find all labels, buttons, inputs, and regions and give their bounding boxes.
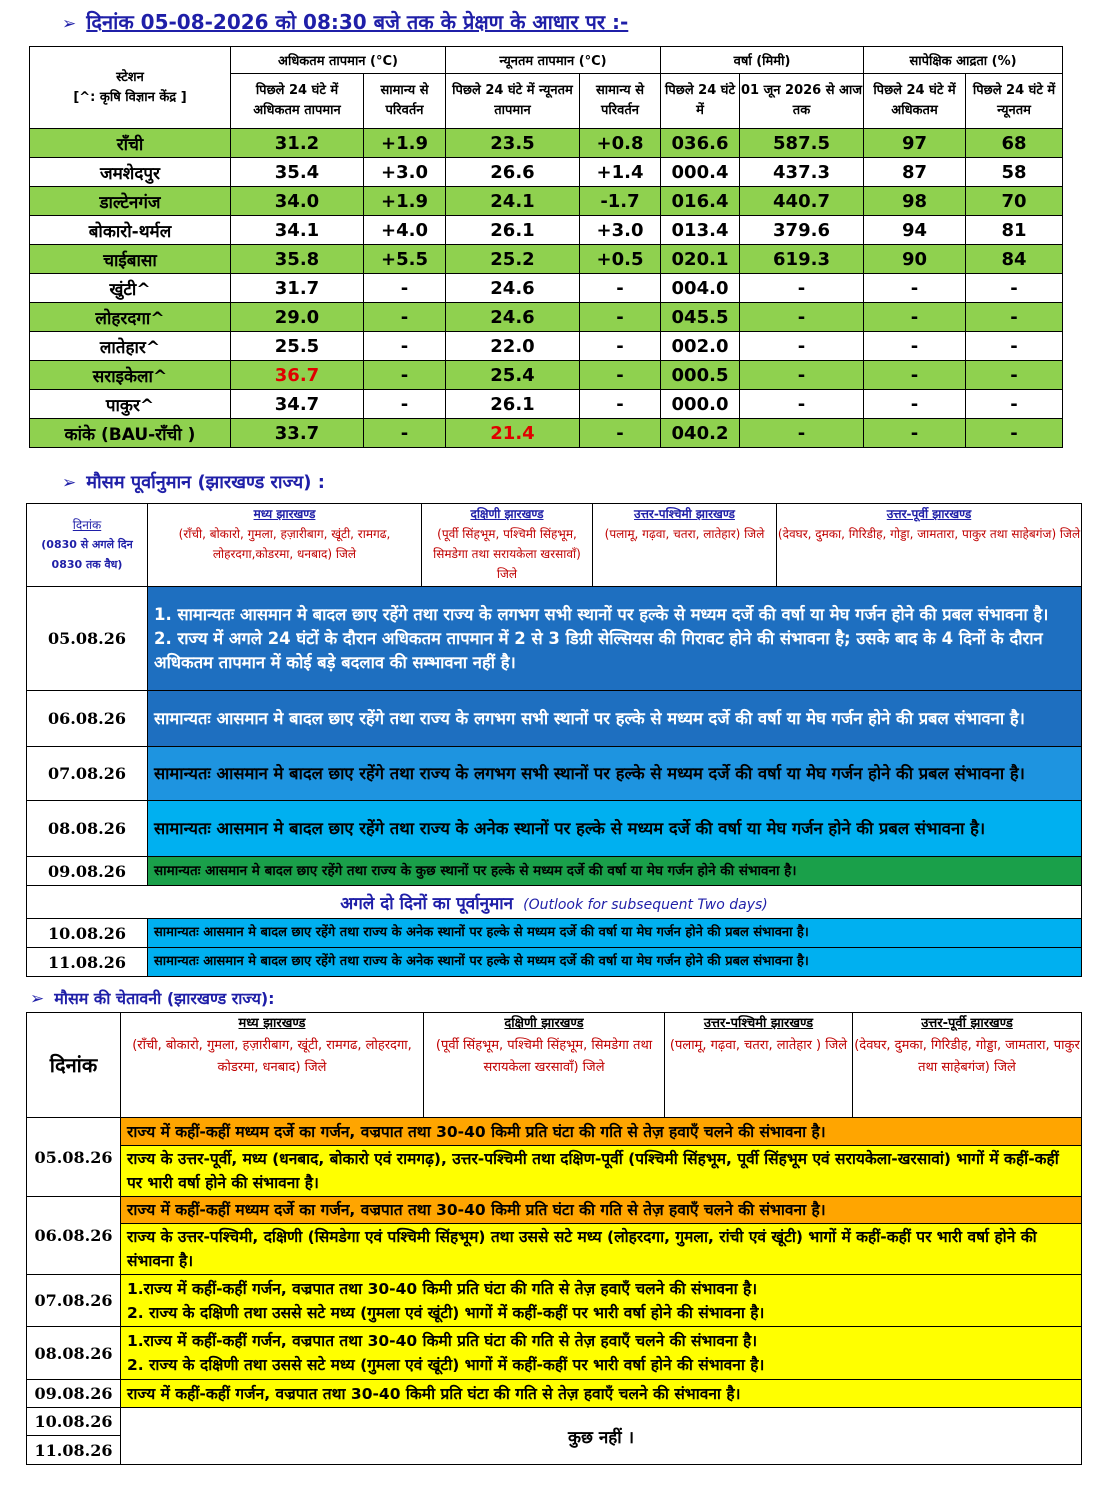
data-cell-rain24: 013.4 [661,216,740,245]
station-name: पाकुर^ [30,390,231,419]
warning-date: 10.08.26 [27,1408,121,1436]
col-header: पिछले 24 घंटे में न्यूनतम [966,74,1063,129]
data-cell-max-dev: +1.9 [364,187,446,216]
arrow-icon: ➢ [30,989,45,1009]
station-row [30,158,1063,187]
data-cell-max-dev: - [364,332,446,361]
data-cell-rain-season: - [740,361,864,390]
data-cell-rain-season: - [740,390,864,419]
data-cell-rain24: 040.2 [661,419,740,448]
data-cell-rh-max: - [864,361,966,390]
warning-text: राज्य के उत्तर-पूर्वी, मध्य (धनबाद, बोकारो एवं रामगढ़), उत्तर-पश्चिमी तथा दक्षिण-पूर्वी (पश्चिमी सिंहभूम, पूर्वी सिंहभूम एवं सरायकेला-खरसावां) भागों में कहीं-कहीं पर भारी वर्षा होने की संभावना है। [121,1146,1082,1197]
warning-row [27,1275,1082,1327]
warning-text: राज्य में कहीं-कहीं गर्जन, वज्रपात तथा 30-40 किमी प्रति घंटा की गति से तेज़ हवाएँ चलने की संभावना है। [121,1380,1082,1408]
warning-date: 05.08.26 [27,1118,121,1197]
data-cell-min-dev: - [580,419,661,448]
data-cell-max: 31.2 [231,129,364,158]
data-cell-rh-min: 70 [966,187,1063,216]
data-cell-min-dev: - [580,361,661,390]
region-central: मध्य झारखण्ड (राँची, बोकारो, गुमला, हज़ारीबाग, खूंटी, रामगढ, लोहरदगा,कोडरमा, धनबाद) जिले [148,504,422,587]
col-header: पिछले 24 घंटे में [661,74,740,129]
station-name: चाईबासा [30,245,231,274]
station-row [30,332,1063,361]
data-cell-max: 25.5 [231,332,364,361]
station-name: राँची [30,129,231,158]
data-cell-min: 26.1 [446,390,580,419]
data-cell-min: 22.0 [446,332,580,361]
station-row [30,245,1063,274]
forecast-table [26,503,1082,977]
data-cell-rh-min: 58 [966,158,1063,187]
station-row [30,303,1063,332]
data-cell-rain-season: - [740,419,864,448]
station-name: लोहरदगा^ [30,303,231,332]
data-cell-rh-max: 98 [864,187,966,216]
station-row [30,216,1063,245]
region-northwest: उत्तर-पश्चिमी झारखण्ड (पलामू, गढ़वा, चतरा, लातेहार ) जिले [665,1013,853,1118]
data-cell-rain-season: 379.6 [740,216,864,245]
data-cell-min: 25.2 [446,245,580,274]
outlook-title-row [27,886,1082,919]
station-row [30,274,1063,303]
col-header: सामान्य से परिवर्तन [580,74,661,129]
data-cell-max: 29.0 [231,303,364,332]
data-cell-min-dev: - [580,274,661,303]
data-cell-min: 24.6 [446,303,580,332]
station-row [30,390,1063,419]
station-header: स्टेशन [^: कृषि विज्ञान केंद्र ] [30,47,231,129]
forecast-date: 09.08.26 [27,857,148,886]
data-cell-rh-max: - [864,390,966,419]
data-cell-max: 34.1 [231,216,364,245]
col-header: पिछले 24 घंटे में अधिकतम तापमान [231,74,364,129]
data-cell-min-dev: - [580,303,661,332]
data-cell-rain24: 000.4 [661,158,740,187]
region-northeast: उत्तर-पूर्वी झारखण्ड (देवघर, दुमका, गिरिडीह, गोड्डा, जामतारा, पाकुर तथा साहेबगंज) जिले [853,1013,1082,1118]
col-header: पिछले 24 घंटे में न्यूनतम तापमान [446,74,580,129]
warning-row [27,1118,1082,1146]
data-cell-rh-min: - [966,419,1063,448]
forecast-date-header: दिनांक (0830 से अगले दिन 0830 तक वैध) [27,504,148,587]
data-cell-min-dev: +3.0 [580,216,661,245]
rainfall-group-header: वर्षा (मिमी) [661,47,864,74]
data-cell-max: 31.7 [231,274,364,303]
data-cell-max-dev: +4.0 [364,216,446,245]
data-cell-rh-min: 68 [966,129,1063,158]
data-cell-min: 26.6 [446,158,580,187]
forecast-date: 07.08.26 [27,747,148,801]
observation-table [29,46,1063,448]
observation-heading: ➢ दिनांक 05-08-2026 को 08:30 बजे तक के प्रेक्षण के आधार पर :- [62,10,629,34]
data-cell-min: 21.4 [446,419,580,448]
warning-row [27,1224,1082,1275]
forecast-date: 10.08.26 [27,919,148,948]
data-cell-rh-max: - [864,303,966,332]
data-cell-max-dev: +5.5 [364,245,446,274]
warning-date: 09.08.26 [27,1380,121,1408]
data-cell-max-dev: - [364,361,446,390]
warning-row [27,1197,1082,1224]
data-cell-rh-min: 84 [966,245,1063,274]
data-cell-rh-max: 97 [864,129,966,158]
station-name: कांके (BAU-राँची ) [30,419,231,448]
data-cell-rain24: 000.0 [661,390,740,419]
max-temp-group-header: अधिकतम तापमान (°C) [231,47,446,74]
data-cell-rain24: 000.5 [661,361,740,390]
data-cell-max: 33.7 [231,419,364,448]
forecast-row [27,747,1082,801]
data-cell-rh-min: 81 [966,216,1063,245]
warning-text: राज्य में कहीं-कहीं मध्यम दर्जे का गर्जन, वज्रपात तथा 30-40 किमी प्रति घंटा की गति से तेज़ हवाएँ चलने की संभावना है। [121,1197,1082,1224]
data-cell-rain-season: 587.5 [740,129,864,158]
warning-text: 1.राज्य में कहीं-कहीं गर्जन, वज्रपात तथा 30-40 किमी प्रति घंटा की गति से तेज़ हवाएँ चलने की संभावना है। 2. राज्य के दक्षिणी तथा उससे सटे मध्य (गुमला एवं खूंटी) भागों में कहीं-कहीं पर भारी वर्षा होने की संभावना है। [121,1275,1082,1327]
warning-table [26,1012,1082,1465]
data-cell-rh-min: - [966,274,1063,303]
data-cell-max: 34.0 [231,187,364,216]
humidity-group-header: सापेक्षिक आद्रता (%) [864,47,1063,74]
forecast-text: सामान्यतः आसमान मे बादल छाए रहेंगे तथा राज्य के लगभग सभी स्थानों पर हल्के से मध्यम दर्जे की वर्षा या मेघ गर्जन होने की प्रबल संभावना है। [148,691,1082,747]
warning-heading: ➢ मौसम की चेतावनी (झारखण्ड राज्य): [30,989,275,1009]
data-cell-max: 35.8 [231,245,364,274]
forecast-text: सामान्यतः आसमान मे बादल छाए रहेंगे तथा राज्य के अनेक स्थानों पर हल्के से मध्यम दर्जे की वर्षा या मेघ गर्जन होने की प्रबल संभावना है। [148,948,1082,977]
forecast-row [27,857,1082,886]
station-name: जमशेदपुर [30,158,231,187]
forecast-text: सामान्यतः आसमान मे बादल छाए रहेंगे तथा राज्य के अनेक स्थानों पर हल्के से मध्यम दर्जे की वर्षा या मेघ गर्जन होने की प्रबल संभावना है। [148,919,1082,948]
data-cell-min-dev: +0.8 [580,129,661,158]
region-northwest: उत्तर-पश्चिमी झारखण्ड (पलामू, गढ़वा, चतरा, लातेहार) जिले [593,504,777,587]
warning-date: 08.08.26 [27,1327,121,1380]
data-cell-rh-max: - [864,332,966,361]
data-cell-max-dev: +1.9 [364,129,446,158]
forecast-text: सामान्यतः आसमान मे बादल छाए रहेंगे तथा राज्य के अनेक स्थानों पर हल्के से मध्यम दर्जे की वर्षा या मेघ गर्जन होने की प्रबल संभावना है। [148,801,1082,857]
data-cell-rain-season: - [740,303,864,332]
data-cell-min: 23.5 [446,129,580,158]
data-cell-max: 34.7 [231,390,364,419]
forecast-row [27,587,1082,691]
warning-date: 07.08.26 [27,1275,121,1327]
data-cell-rain-season: 437.3 [740,158,864,187]
region-south: दक्षिणी झारखण्ड (पूर्वी सिंहभूम, पश्चिमी सिंहभूम, सिमडेगा तथा सरायकेला खरसावाँ) जिले [422,504,593,587]
station-row [30,129,1063,158]
data-cell-min: 24.1 [446,187,580,216]
station-name: बोकारो-थर्मल [30,216,231,245]
data-cell-max: 35.4 [231,158,364,187]
forecast-row [27,919,1082,948]
station-name: लातेहार^ [30,332,231,361]
data-cell-rain24: 004.0 [661,274,740,303]
data-cell-rain-season: - [740,274,864,303]
col-header: 01 जून 2026 से आज तक [740,74,864,129]
warning-row [27,1327,1082,1380]
data-cell-rain24: 036.6 [661,129,740,158]
forecast-row [27,801,1082,857]
data-cell-rh-min: - [966,332,1063,361]
warning-row [27,1146,1082,1197]
data-cell-min: 25.4 [446,361,580,390]
warning-text: 1.राज्य में कहीं-कहीं गर्जन, वज्रपात तथा 30-40 किमी प्रति घंटा की गति से तेज़ हवाएँ चलने की संभावना है। 2. राज्य के दक्षिणी तथा उससे सटे मध्य (गुमला एवं खूंटी) भागों में कहीं-कहीं पर भारी वर्षा होने की संभावना है। [121,1327,1082,1380]
data-cell-rain-season: 619.3 [740,245,864,274]
data-cell-rain-season: - [740,332,864,361]
data-cell-min-dev: - [580,390,661,419]
warning-text: राज्य के उत्तर-पश्चिमी, दक्षिणी (सिमडेगा एवं पश्चिमी सिंहभूम) तथा उससे सटे मध्य (लोहरदगा, गुमला, रांची एवं खूंटी) भागों में कहीं-कहीं पर भारी वर्षा होने की संभावना है। [121,1224,1082,1275]
outlook-title: अगले दो दिनों का पूर्वानुमान (Outlook for subsequent Two days) [27,886,1082,919]
warning-date: 06.08.26 [27,1197,121,1275]
data-cell-rain24: 045.5 [661,303,740,332]
region-northeast: उत्तर-पूर्वी झारखण्ड (देवघर, दुमका, गिरिडीह, गोड्डा, जामतारा, पाकुर तथा साहेबगंज) जिले [777,504,1082,587]
data-cell-rh-max: - [864,419,966,448]
data-cell-rain24: 020.1 [661,245,740,274]
forecast-heading: ➢ मौसम पूर्वानुमान (झारखण्ड राज्य) : [62,472,325,493]
forecast-row [27,691,1082,747]
min-temp-group-header: न्यूनतम तापमान (°C) [446,47,661,74]
forecast-text: 1. सामान्यतः आसमान मे बादल छाए रहेंगे तथा राज्य के लगभग सभी स्थानों पर हल्के से मध्यम दर्जे की वर्षा या मेघ गर्जन होने की प्रबल संभावना है। 2. राज्य में अगले 24 घंटों के दौरान अधिकतम तापमान में 2 से 3 डिग्री सेल्सियस की गिरावट होने की संभावना है; उसके बाद के 4 दिनों के दौरान अधिकतम तापमान में कोई बड़े बदलाव की सम्भावना नहीं है। [148,587,1082,691]
forecast-text: सामान्यतः आसमान मे बादल छाए रहेंगे तथा राज्य के कुछ स्थानों पर हल्के से मध्यम दर्जे की वर्षा या मेघ गर्जन होने की संभावना है। [148,857,1082,886]
forecast-date: 11.08.26 [27,948,148,977]
data-cell-max-dev: - [364,274,446,303]
col-header: पिछले 24 घंटे में अधिकतम [864,74,966,129]
data-cell-rh-max: - [864,274,966,303]
warning-date-header: दिनांक [27,1013,121,1118]
region-central: मध्य झारखण्ड (राँची, बोकारो, गुमला, हज़ारीबाग, खूंटी, रामगढ, लोहरदगा, कोडरमा, धनबाद) जिले [121,1013,424,1118]
data-cell-min-dev: +1.4 [580,158,661,187]
forecast-text: सामान्यतः आसमान मे बादल छाए रहेंगे तथा राज्य के लगभग सभी स्थानों पर हल्के से मध्यम दर्जे की वर्षा या मेघ गर्जन होने की प्रबल संभावना है। [148,747,1082,801]
arrow-icon: ➢ [62,14,77,34]
data-cell-rain24: 002.0 [661,332,740,361]
data-cell-min-dev: +0.5 [580,245,661,274]
forecast-date: 08.08.26 [27,801,148,857]
forecast-date: 05.08.26 [27,587,148,691]
station-name: सराइकेला^ [30,361,231,390]
station-row [30,187,1063,216]
station-row [30,419,1063,448]
warning-text: राज्य में कहीं-कहीं मध्यम दर्जे का गर्जन, वज्रपात तथा 30-40 किमी प्रति घंटा की गति से तेज़ हवाएँ चलने की संभावना है। [121,1118,1082,1146]
data-cell-min: 24.6 [446,274,580,303]
station-name: डाल्टेनगंज [30,187,231,216]
data-cell-max-dev: - [364,390,446,419]
data-cell-rh-max: 87 [864,158,966,187]
arrow-icon: ➢ [62,473,77,493]
warning-row [27,1380,1082,1408]
data-cell-min: 26.1 [446,216,580,245]
data-cell-rh-min: - [966,390,1063,419]
data-cell-min-dev: - [580,332,661,361]
warning-date: 11.08.26 [27,1436,121,1465]
station-name: खुंटी^ [30,274,231,303]
data-cell-rain24: 016.4 [661,187,740,216]
data-cell-max-dev: +3.0 [364,158,446,187]
no-warning-text: कुछ नहीं । [121,1408,1082,1465]
data-cell-rh-max: 94 [864,216,966,245]
data-cell-rh-max: 90 [864,245,966,274]
data-cell-max-dev: - [364,303,446,332]
data-cell-rh-min: - [966,303,1063,332]
warning-row [27,1408,1082,1436]
data-cell-max-dev: - [364,419,446,448]
col-header: सामान्य से परिवर्तन [364,74,446,129]
forecast-row [27,948,1082,977]
region-south: दक्षिणी झारखण्ड (पूर्वी सिंहभूम, पश्चिमी सिंहभूम, सिमडेगा तथा सरायकेला खरसावाँ) जिले [424,1013,665,1118]
data-cell-max: 36.7 [231,361,364,390]
station-row [30,361,1063,390]
data-cell-rain-season: 440.7 [740,187,864,216]
data-cell-min-dev: -1.7 [580,187,661,216]
forecast-date: 06.08.26 [27,691,148,747]
data-cell-rh-min: - [966,361,1063,390]
